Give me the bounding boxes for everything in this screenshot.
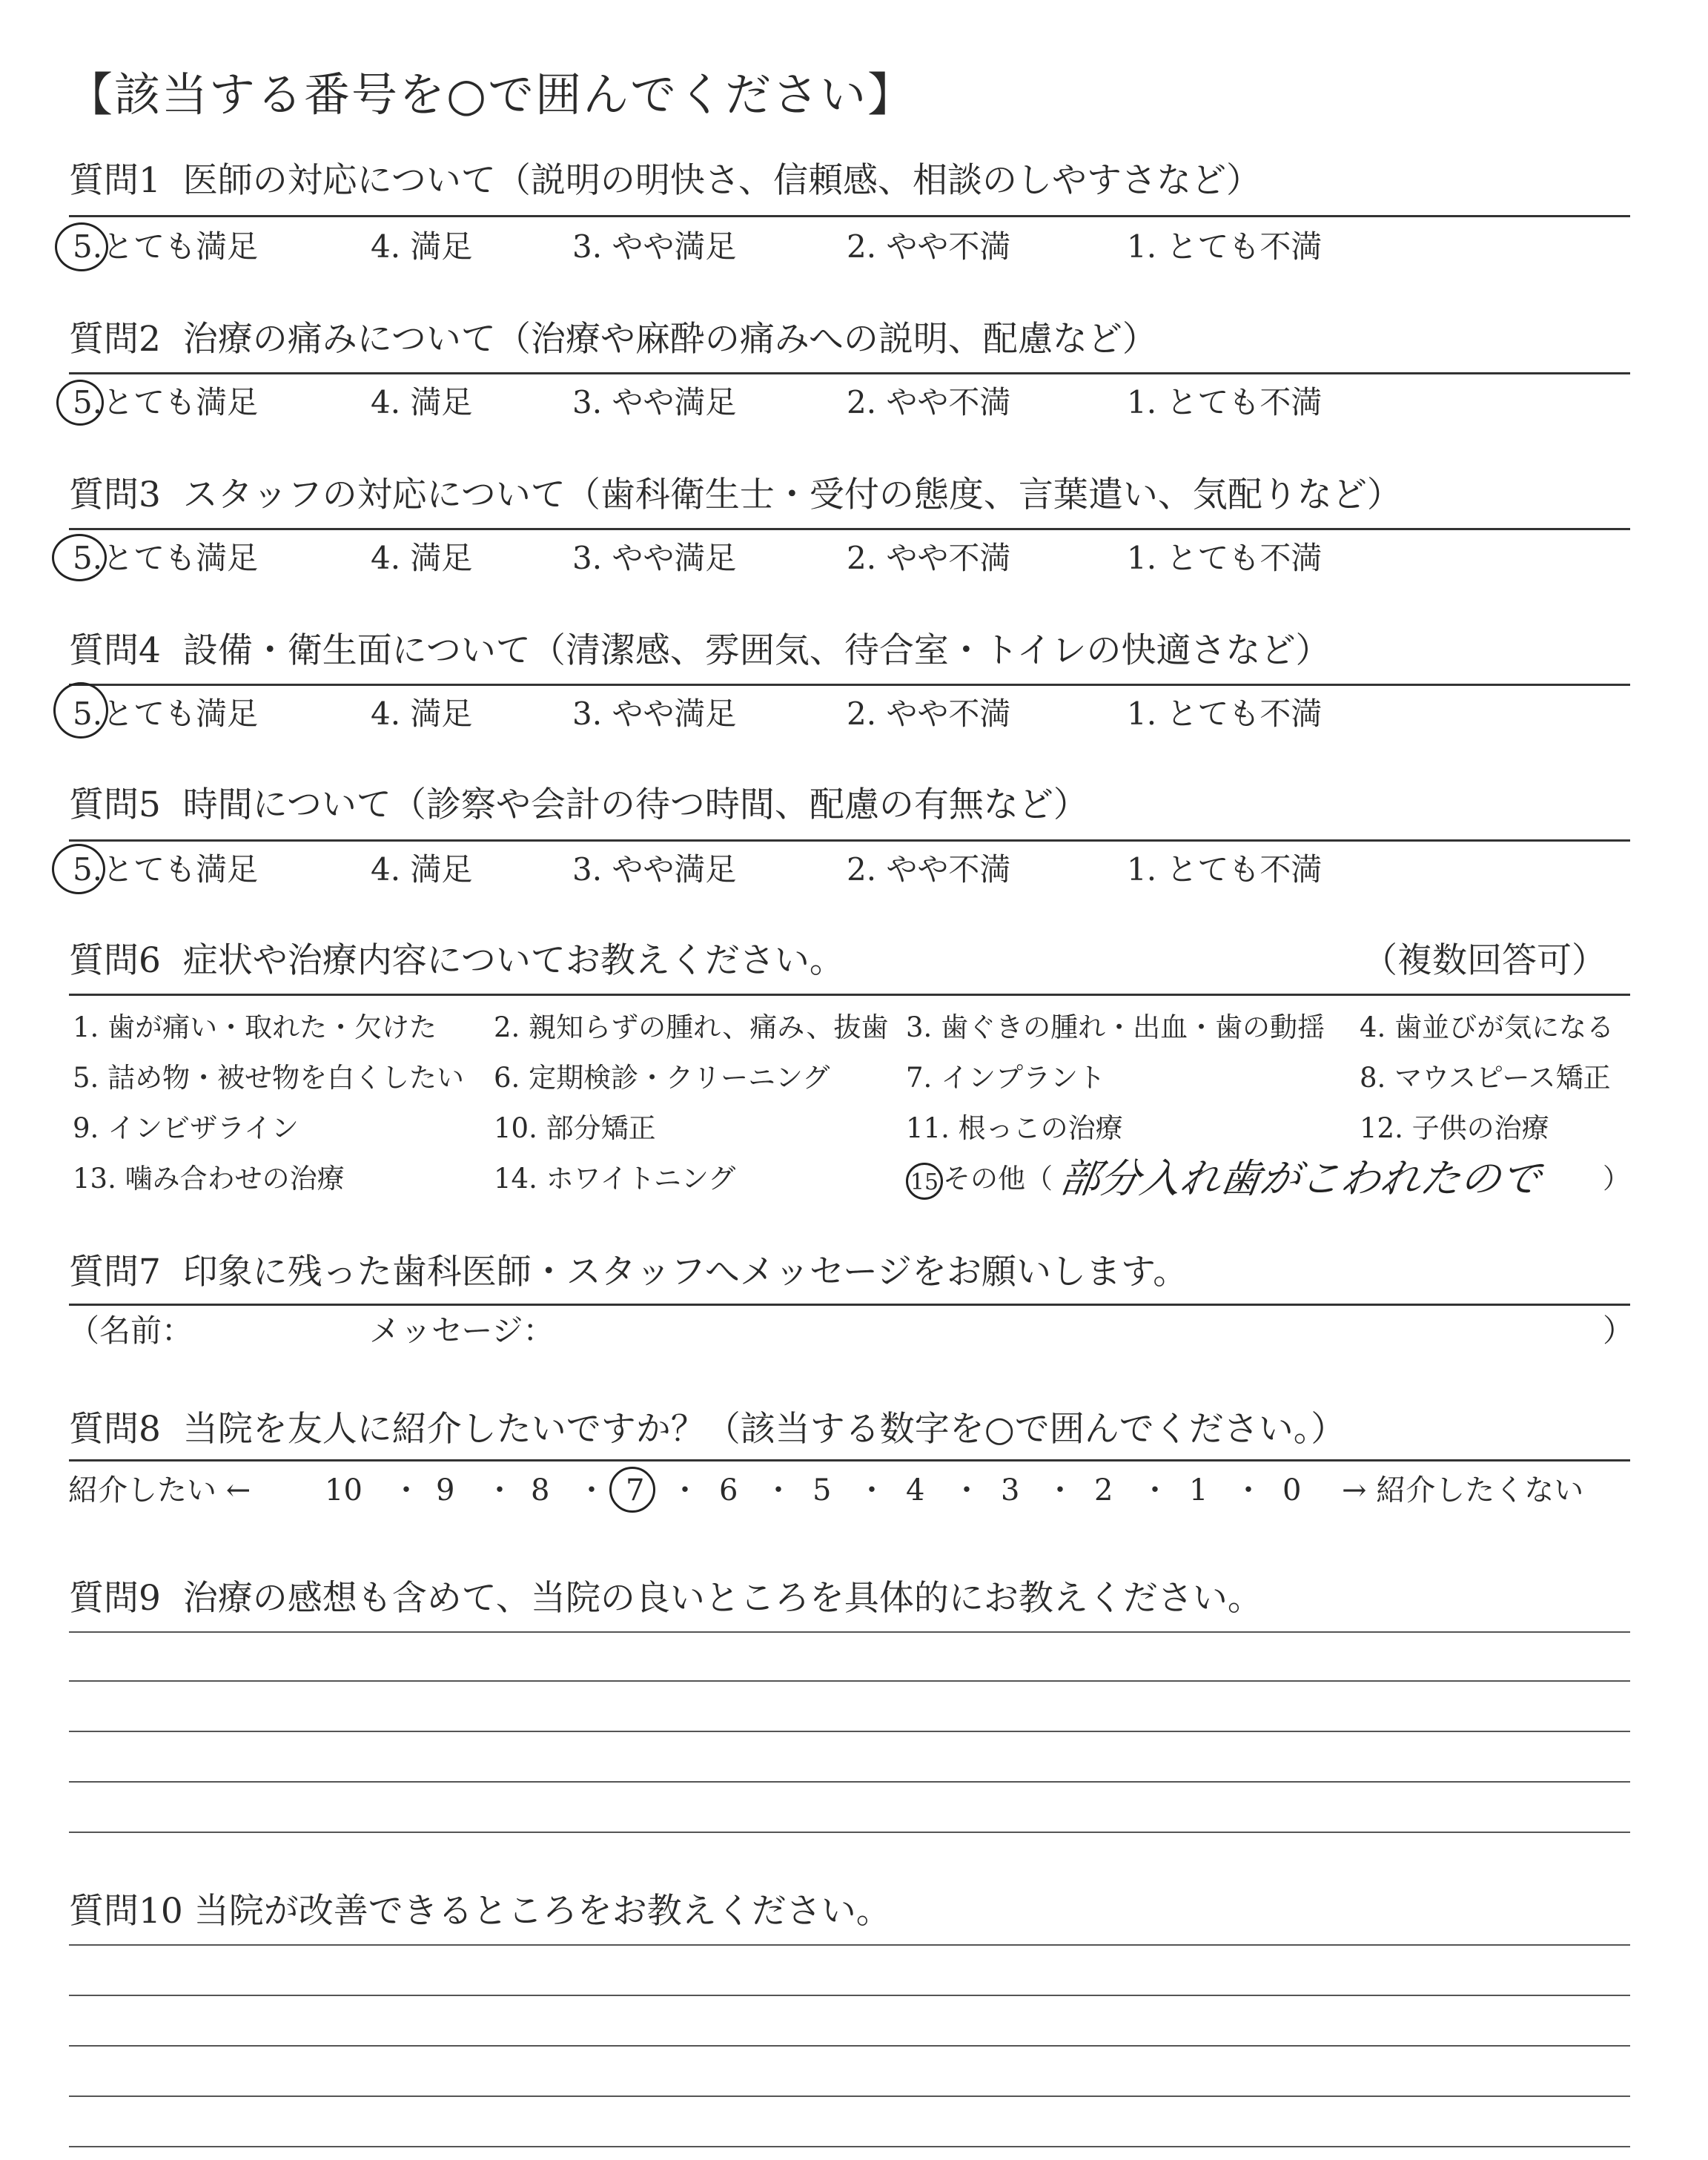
q5-option-3[interactable]: 3. やや満足 xyxy=(572,851,737,888)
other-close-paren: ） xyxy=(1603,1163,1630,1195)
question-text: 症状や治療内容についてお教えください。 xyxy=(182,940,844,981)
scale-8[interactable]: 8 xyxy=(531,1473,550,1507)
question-number: 質問2 xyxy=(69,319,161,360)
scale-10[interactable]: 10 xyxy=(325,1473,363,1507)
q4-option-5[interactable]: 5.とても満足 xyxy=(73,696,259,732)
question-3 xyxy=(69,473,1402,518)
question-4 xyxy=(69,629,1331,673)
q6-option-4[interactable]: 4. 歯並びが気になる xyxy=(1360,1011,1615,1043)
scale-dot: ・ xyxy=(1140,1473,1170,1507)
q6-option-11[interactable]: 11. 根っこの治療 xyxy=(906,1112,1123,1144)
question-number: 質問3 xyxy=(69,475,161,515)
q3-option-5[interactable]: 5.とても満足 xyxy=(73,540,259,576)
scale-dot: ・ xyxy=(670,1473,700,1507)
scale-dot: ・ xyxy=(485,1473,514,1507)
answer-line[interactable] xyxy=(69,1781,1630,1783)
q6-option-2[interactable]: 2. 親知らずの腫れ、痛み、抜歯 xyxy=(494,1011,889,1043)
question-number: 質問9 xyxy=(69,1578,161,1619)
divider xyxy=(69,528,1630,530)
divider xyxy=(69,994,1630,996)
question-number: 質問6 xyxy=(69,940,161,981)
question-10 xyxy=(69,1889,891,1934)
question-number: 質問10 xyxy=(69,1891,183,1932)
q3-option-1[interactable]: 1. とても不満 xyxy=(1127,540,1323,576)
question-6 xyxy=(69,939,844,983)
answer-line[interactable] xyxy=(69,1731,1630,1732)
divider xyxy=(69,839,1630,842)
scale-dot: ・ xyxy=(391,1473,421,1507)
answer-circle-mark xyxy=(53,682,108,739)
q2-option-4[interactable]: 4. 満足 xyxy=(371,384,473,420)
scale-dot: ・ xyxy=(1234,1473,1263,1507)
scale-dot: ・ xyxy=(577,1473,606,1507)
q2-option-5[interactable]: 5.とても満足 xyxy=(73,384,259,420)
q3-option-4[interactable]: 4. 満足 xyxy=(371,540,473,576)
question-8 xyxy=(69,1407,1345,1452)
question-number: 質問8 xyxy=(69,1409,161,1450)
question-number: 質問4 xyxy=(69,630,161,671)
q6-option-12[interactable]: 12. 子供の治療 xyxy=(1360,1112,1549,1144)
question-9 xyxy=(69,1576,1262,1621)
q1-option-3[interactable]: 3. やや満足 xyxy=(572,228,737,265)
q4-option-2[interactable]: 2. やや不満 xyxy=(847,696,1011,732)
answer-circle-mark xyxy=(52,534,107,581)
q4-option-1[interactable]: 1. とても不満 xyxy=(1127,696,1323,732)
multiple-answers-note: （複数回答可） xyxy=(1363,940,1606,981)
answer-line[interactable] xyxy=(69,1631,1630,1633)
divider xyxy=(69,1304,1630,1306)
q7-close-paren: ） xyxy=(1603,1312,1635,1349)
other-label: その他（ xyxy=(943,1163,1053,1195)
answer-line[interactable] xyxy=(69,1944,1630,1946)
scale-4[interactable]: 4 xyxy=(906,1473,925,1507)
scale-2[interactable]: 2 xyxy=(1094,1473,1113,1507)
q1-option-5[interactable]: 5.とても満足 xyxy=(73,228,259,265)
question-7 xyxy=(69,1250,1188,1295)
question-text: 印象に残った歯科医師・スタッフへメッセージをお願いします。 xyxy=(182,1252,1188,1292)
scale-5[interactable]: 5 xyxy=(812,1473,832,1507)
q6-option-9[interactable]: 9. インビザライン xyxy=(73,1112,299,1144)
question-text: 医師の対応について（説明の明快さ、信頼感、相談のしやすさなど） xyxy=(182,160,1261,201)
q2-option-2[interactable]: 2. やや不満 xyxy=(847,384,1011,420)
question-number: 質問1 xyxy=(69,160,161,201)
answer-circle-mark xyxy=(609,1467,655,1513)
question-number: 質問5 xyxy=(69,785,161,825)
scale-dot: ・ xyxy=(764,1473,793,1507)
q6-option-14[interactable]: 14. ホワイトニング xyxy=(494,1163,736,1195)
question-number: 質問7 xyxy=(69,1252,161,1292)
q1-option-2[interactable]: 2. やや不満 xyxy=(847,228,1011,265)
answer-circle-mark xyxy=(56,380,104,426)
scale-6[interactable]: 6 xyxy=(719,1473,738,1507)
question-text: 治療の感想も含めて、当院の良いところを具体的にお教えください。 xyxy=(182,1578,1262,1619)
answer-circle-mark xyxy=(55,222,108,271)
answer-line[interactable] xyxy=(69,2045,1630,2047)
scale-1[interactable]: 1 xyxy=(1189,1473,1208,1507)
scale-dot: ・ xyxy=(857,1473,887,1507)
page-title: 【該当する番号を○で囲んでください】 xyxy=(67,67,916,122)
q5-option-4[interactable]: 4. 満足 xyxy=(371,851,473,888)
q6-option-1[interactable]: 1. 歯が痛い・取れた・欠けた xyxy=(73,1011,437,1043)
answer-line[interactable] xyxy=(69,2146,1630,2147)
q2-option-1[interactable]: 1. とても不満 xyxy=(1127,384,1323,420)
q5-option-1[interactable]: 1. とても不満 xyxy=(1127,851,1323,888)
scale-dot: ・ xyxy=(1045,1473,1075,1507)
recommend-left-label: 紹介したい ← xyxy=(68,1473,251,1507)
answer-circle-mark xyxy=(52,844,105,894)
divider xyxy=(69,684,1630,686)
q1-option-1[interactable]: 1. とても不満 xyxy=(1127,228,1323,265)
question-text: 当院が改善できるところをお教えください。 xyxy=(193,1891,891,1932)
q6-option-10[interactable]: 10. 部分矯正 xyxy=(494,1112,656,1144)
recommend-right-label: → 紹介したくない xyxy=(1342,1473,1584,1507)
question-text: 治療の痛みについて（治療や麻酔の痛みへの説明、配慮など） xyxy=(182,319,1157,360)
question-text: 当院を友人に紹介したいですか？（該当する数字を○で囲んでください。） xyxy=(182,1409,1346,1450)
q6-option-15[interactable] xyxy=(906,1161,1053,1200)
q6-option-5[interactable]: 5. 詰め物・被せ物を白くしたい xyxy=(73,1062,465,1094)
message-label: メッセージ： xyxy=(369,1312,555,1349)
question-text: スタッフの対応について（歯科衛生士・受付の態度、言葉遣い、気配りなど） xyxy=(182,475,1402,515)
q6-option-7[interactable]: 7. インプラント xyxy=(906,1062,1106,1094)
q3-option-2[interactable]: 2. やや不満 xyxy=(847,540,1011,576)
handwritten-other-answer[interactable]: 部分入れ歯がこわれたので xyxy=(1056,1155,1544,1202)
q1-option-4[interactable]: 4. 満足 xyxy=(371,228,473,265)
q4-option-3[interactable]: 3. やや満足 xyxy=(572,696,737,732)
q6-option-3[interactable]: 3. 歯ぐきの腫れ・出血・歯の動揺 xyxy=(906,1011,1325,1043)
scale-0[interactable]: 0 xyxy=(1282,1473,1302,1507)
question-text: 時間について（診察や会計の待つ時間、配慮の有無など） xyxy=(182,785,1088,825)
q5-option-2[interactable]: 2. やや不満 xyxy=(847,851,1011,888)
q2-option-3[interactable]: 3. やや満足 xyxy=(572,384,737,420)
divider xyxy=(69,1459,1630,1462)
answer-line[interactable] xyxy=(69,2095,1630,2097)
q6-option-6[interactable]: 6. 定期検診・クリーニング xyxy=(494,1062,830,1094)
divider xyxy=(69,372,1630,374)
q6-option-13[interactable]: 13. 噛み合わせの治療 xyxy=(73,1163,345,1195)
question-5 xyxy=(69,783,1088,828)
q4-option-4[interactable]: 4. 満足 xyxy=(371,696,473,732)
question-2 xyxy=(69,317,1157,362)
name-label: （名前： xyxy=(68,1312,193,1349)
divider xyxy=(69,215,1630,217)
answer-circle-mark: 15 xyxy=(906,1163,943,1200)
question-text: 設備・衛生面について（清潔感、雰囲気、待合室・トイレの快適さなど） xyxy=(182,630,1331,671)
q6-option-8[interactable]: 8. マウスピース矯正 xyxy=(1360,1062,1611,1094)
scale-dot: ・ xyxy=(952,1473,982,1507)
answer-line[interactable] xyxy=(69,1832,1630,1833)
answer-line[interactable] xyxy=(69,1680,1630,1682)
scale-9[interactable]: 9 xyxy=(436,1473,455,1507)
q5-option-5[interactable]: 5.とても満足 xyxy=(73,851,259,888)
scale-3[interactable]: 3 xyxy=(1001,1473,1020,1507)
answer-line[interactable] xyxy=(69,1995,1630,1996)
q3-option-3[interactable]: 3. やや満足 xyxy=(572,540,737,576)
scale-7[interactable]: 7 xyxy=(626,1473,645,1507)
question-1 xyxy=(69,159,1261,203)
